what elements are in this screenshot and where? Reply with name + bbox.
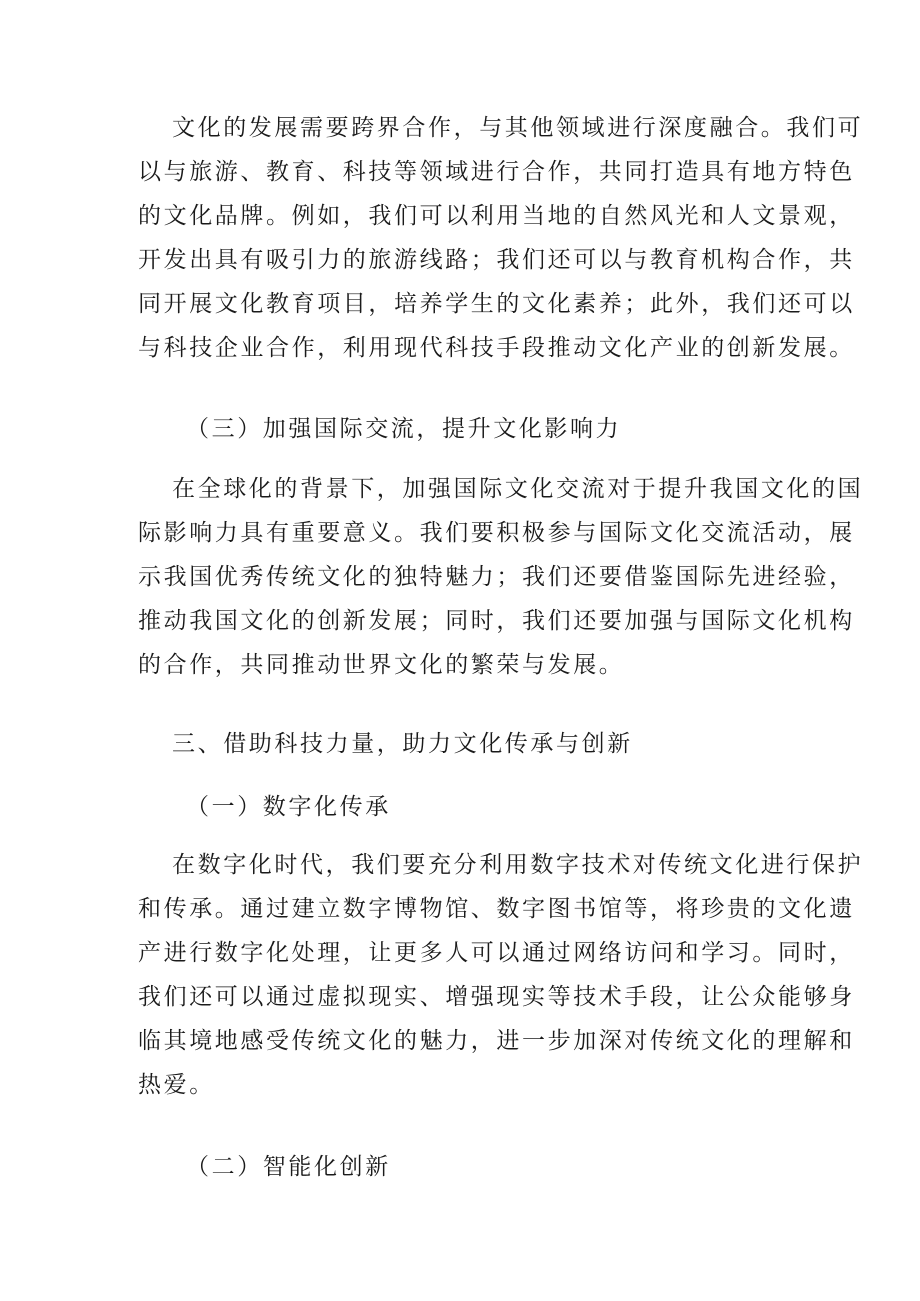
paragraph-cross-sector-cooperation: [138, 106, 864, 370]
paragraph-line: 的合作，共同推动世界文化的繁荣与发展。: [138, 652, 625, 678]
paragraph-line: 产进行数字化处理，让更多人可以通过网络访问和学习。同时，: [138, 940, 855, 966]
paragraph-line: 在数字化时代，我们要充分利用数字技术对传统文化进行保护: [172, 852, 864, 878]
paragraph-digital-inheritance: [138, 843, 864, 1107]
paragraph-line: 临其境地感受传统文化的魅力，进一步加深对传统文化的理解和: [138, 1028, 855, 1054]
paragraph-international-exchange: [138, 467, 864, 687]
paragraph-line: 际影响力具有重要意义。我们要积极参与国际文化交流活动，展: [138, 520, 855, 546]
paragraph-line: 在全球化的背景下，加强国际文化交流对于提升我国文化的国: [172, 476, 864, 502]
subheading-intelligent-innovation: （二）智能化创新: [186, 1154, 391, 1180]
paragraph-line: 以与旅游、教育、科技等领域进行合作，共同打造具有地方特色: [138, 159, 855, 185]
paragraph-line: 热爱。: [138, 1072, 215, 1098]
paragraph-line: 文化的发展需要跨界合作，与其他领域进行深度融合。我们可: [172, 115, 864, 141]
section-heading-technology: 三、借助科技力量，助力文化传承与创新: [172, 731, 633, 757]
paragraph-line: 和传承。通过建立数字博物馆、数字图书馆等，将珍贵的文化遗: [138, 896, 855, 922]
paragraph-line: 开发出具有吸引力的旅游线路；我们还可以与教育机构合作，共: [138, 247, 855, 273]
paragraph-line: 示我国优秀传统文化的独特魅力；我们还要借鉴国际先进经验，: [138, 564, 855, 590]
paragraph-line: 的文化品牌。例如，我们可以利用当地的自然风光和人文景观，: [138, 203, 855, 229]
paragraph-line: 与科技企业合作，利用现代科技手段推动文化产业的创新发展。: [138, 335, 855, 361]
paragraph-line: 推动我国文化的创新发展；同时，我们还要加强与国际文化机构: [138, 608, 855, 634]
subheading-international-exchange: （三）加强国际交流，提升文化影响力: [186, 416, 622, 442]
subheading-digital-inheritance: （一）数字化传承: [186, 794, 391, 820]
paragraph-line: 我们还可以通过虚拟现实、增强现实等技术手段，让公众能够身: [138, 984, 855, 1010]
paragraph-line: 同开展文化教育项目，培养学生的文化素养；此外，我们还可以: [138, 291, 855, 317]
